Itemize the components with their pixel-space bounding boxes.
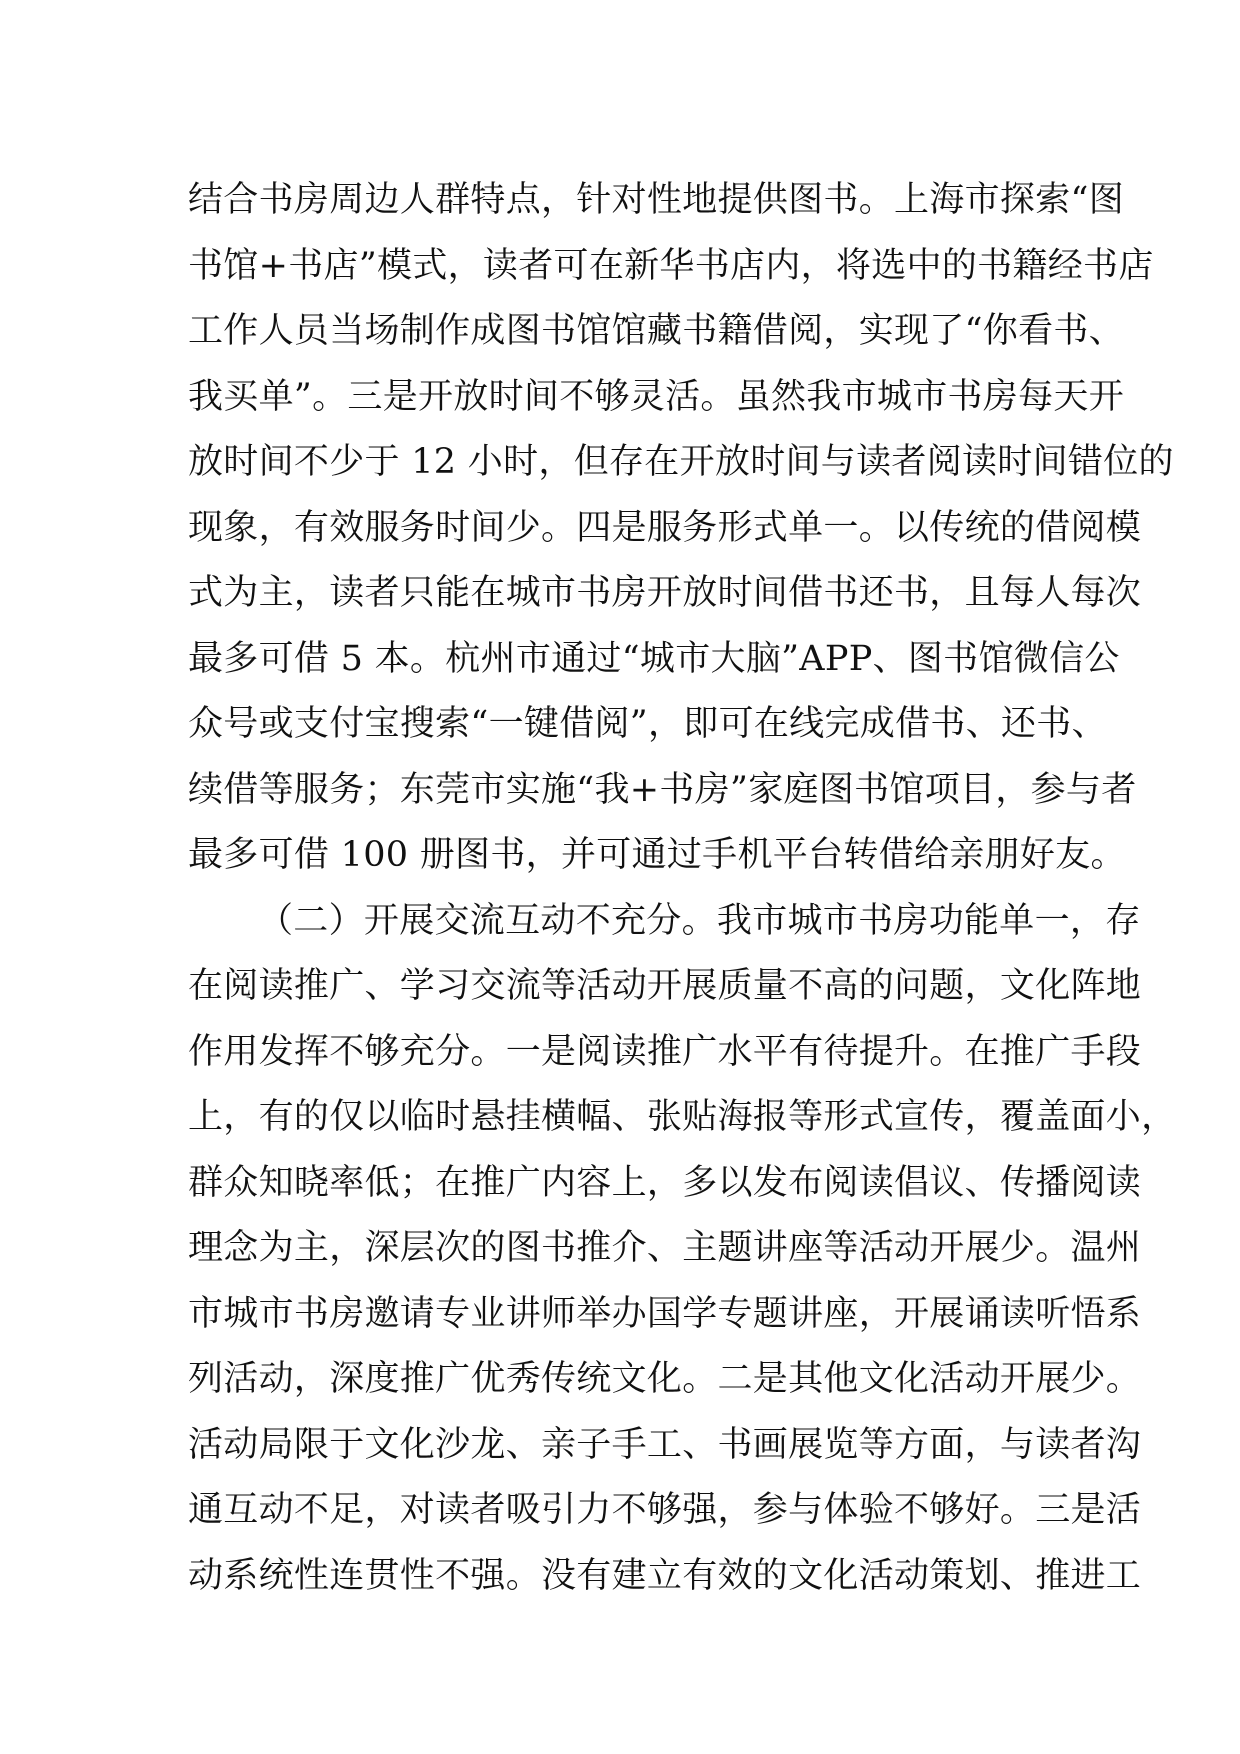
section-heading-line: （二）开展交流互动不充分。我市城市书房功能单一，存 [258, 900, 1141, 941]
text-line: 理念为主，深层次的图书推介、主题讲座等活动开展少。温州 [188, 1228, 1142, 1268]
text-line: 动系统性连贯性不强。没有建立有效的文化活动策划、推进工 [188, 1555, 1142, 1596]
text-line: 列活动，深度推广优秀传统文化。二是其他文化活动开展少。 [188, 1359, 1142, 1399]
text-line: 最多可借 5 本。杭州市通过“城市大脑”APP、图书馆微信公 [188, 638, 1120, 679]
text-line: 群众知晓率低；在推广内容上，多以发布阅读倡议、传播阅读 [188, 1162, 1142, 1203]
text-line: 现象，有效服务时间少。四是服务形式单一。以传统的借阅模 [188, 507, 1142, 548]
text-line: 我买单”。三是开放时间不够灵活。虽然我市城市书房每天开 [188, 376, 1124, 417]
text-line: 最多可借 100 册图书，并可通过手机平台转借给亲朋好友。 [188, 835, 1126, 875]
text-line: 在阅读推广、学习交流等活动开展质量不高的问题，文化阵地 [188, 966, 1142, 1006]
text-line: 市城市书房邀请专业讲师举办国学专题讲座，开展诵读听悟系 [188, 1293, 1142, 1334]
text-line: 续借等服务；东莞市实施“我+书房”家庭图书馆项目，参与者 [188, 769, 1137, 810]
text-line: 结合书房周边人群特点，针对性地提供图书。上海市探索“图 [188, 180, 1124, 220]
text-line: 通互动不足，对读者吸引力不够强，参与体验不够好。三是活 [188, 1490, 1142, 1530]
text-line: 众号或支付宝搜索“一键借阅”，即可在线完成借书、还书、 [188, 704, 1107, 744]
text-line: 式为主，读者只能在城市书房开放时间借书还书，且每人每次 [188, 573, 1142, 613]
body-text [188, 168, 1177, 1609]
text-line: 活动局限于文化沙龙、亲子手工、书画展览等方面，与读者沟 [188, 1424, 1142, 1465]
text-line: 上，有的仅以临时悬挂横幅、张贴海报等形式宣传，覆盖面小， [188, 1097, 1177, 1137]
text-line: 书馆+书店”模式，读者可在新华书店内，将选中的书籍经书店 [188, 245, 1154, 286]
text-line: 工作人员当场制作成图书馆馆藏书籍借阅，实现了“你看书、 [188, 311, 1124, 351]
text-line: 作用发挥不够充分。一是阅读推广水平有待提升。在推广手段 [188, 1031, 1142, 1072]
text-line: 放时间不少于 12 小时，但存在开放时间与读者阅读时间错位的 [188, 442, 1174, 482]
